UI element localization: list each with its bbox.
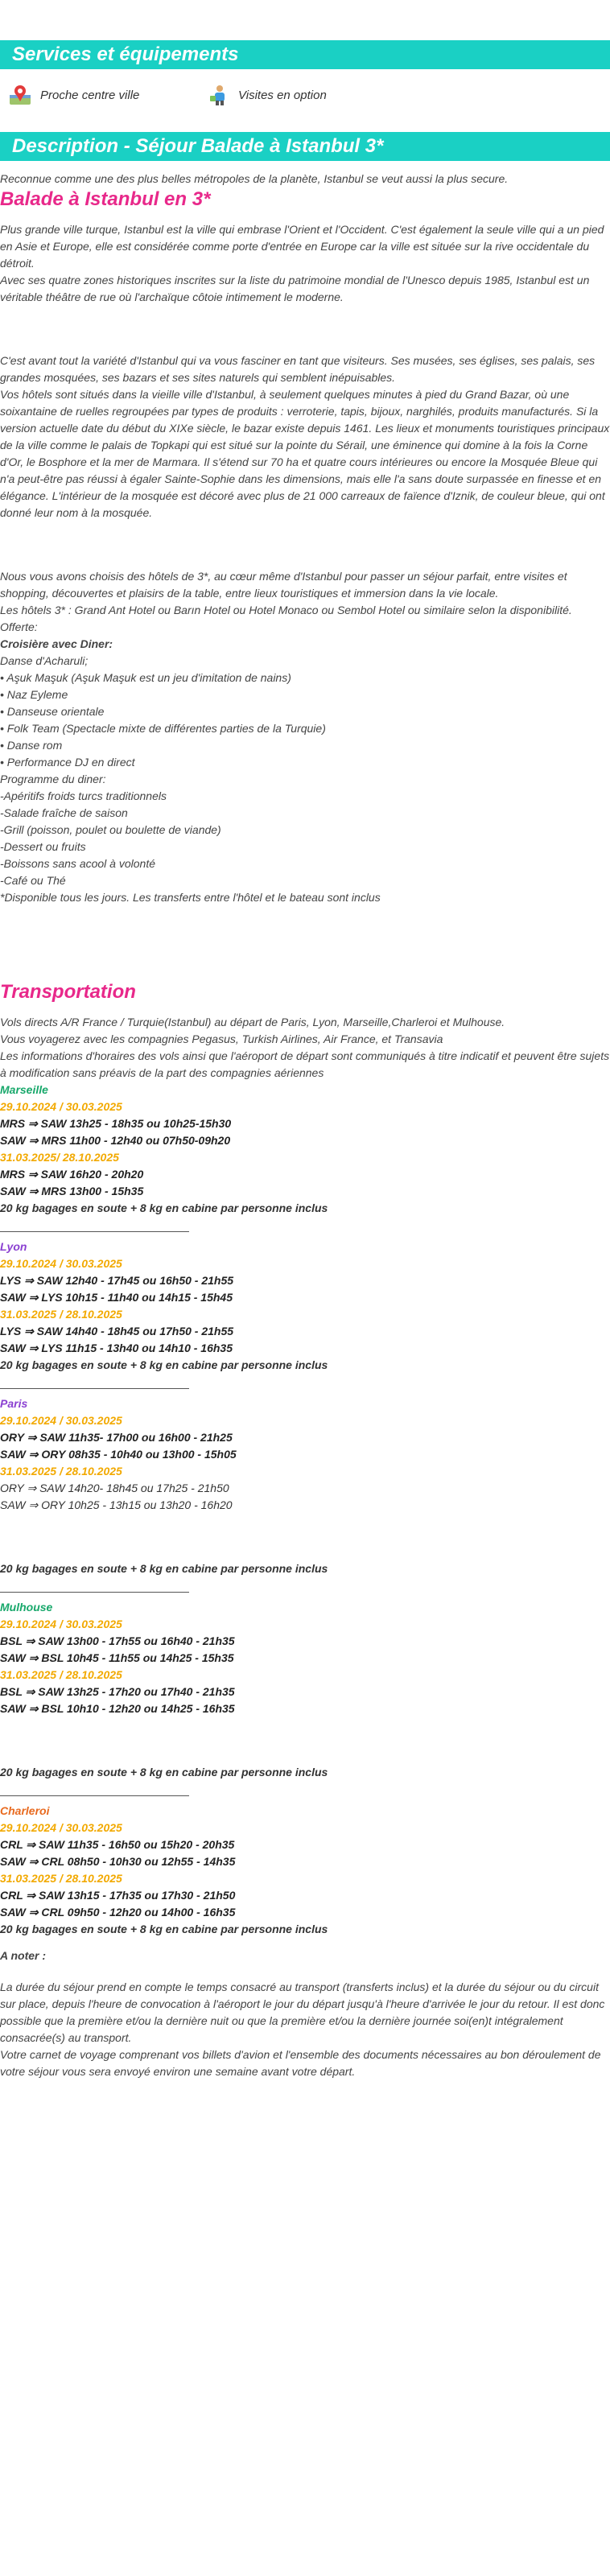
- city-lyon: Lyon: [0, 1240, 27, 1253]
- paragraph: Plus grande ville turque, Istanbul est la ville qui embrase l'Orient et l'Occident. C'est également la seule ville qui a un pied en Asie et Europe, elle est considérée comme porte d'entrée en Europe car la ville est située sur la rive occidentale du détroit.: [0, 223, 604, 270]
- baggage-note: 20 kg bagages en soute + 8 kg en cabine par personne inclus: [0, 1358, 328, 1371]
- flight-line: ORY ⇒ SAW 11h35- 17h00 ou 16h00 - 21h25: [0, 1431, 233, 1444]
- period: 31.03.2025 / 28.10.2025: [0, 1465, 122, 1478]
- service-label: Proche centre ville: [40, 88, 140, 102]
- cruise-label: Croisière avec Diner:: [0, 637, 113, 650]
- period: 29.10.2024 / 30.03.2025: [0, 1257, 122, 1270]
- list-item: • Naz Eyleme: [0, 688, 68, 701]
- flight-line: SAW ⇒ MRS 13h00 - 15h35: [0, 1185, 144, 1197]
- page: [0, 40, 610, 2080]
- city-mulhouse: Mulhouse: [0, 1601, 53, 1614]
- period: 29.10.2024 / 30.03.2025: [0, 1821, 122, 1834]
- map-pin-icon: [8, 84, 32, 106]
- menu-item: -Apéritifs froids turcs traditionnels: [0, 789, 167, 802]
- description-content: [0, 161, 610, 906]
- service-label: Visites en option: [238, 88, 327, 102]
- description-title: Description - Séjour Balade à Istanbul 3*: [0, 132, 610, 161]
- divider: [0, 1388, 189, 1389]
- transport-heading: Transportation: [0, 981, 136, 1003]
- baggage-note: 20 kg bagages en soute + 8 kg en cabine par personne inclus: [0, 1923, 328, 1935]
- flight-line: CRL ⇒ SAW 11h35 - 16h50 ou 15h20 - 20h35: [0, 1838, 235, 1851]
- flight-line: SAW ⇒ BSL 10h10 - 12h20 ou 14h25 - 16h35: [0, 1702, 235, 1715]
- programme-label: Programme du diner:: [0, 773, 106, 785]
- flight-line: SAW ⇒ CRL 08h50 - 10h30 ou 12h55 - 14h35: [0, 1855, 236, 1868]
- flight-line: SAW ⇒ ORY 08h35 - 10h40 ou 13h00 - 15h05: [0, 1448, 237, 1461]
- note-label: A noter :: [0, 1949, 47, 1962]
- tour-guide-icon: [209, 84, 230, 106]
- paragraph: Vos hôtels sont situés dans la vieille ville d'Istanbul, à seulement quelques minutes à pied du Grand Bazar, où une soixantaine de ruelles regroupées par types de produits : verroterie, tapis, bijoux, narghilés, produits manufacturés. Si la version actuelle date du début du XIXe siècle, le bazar existe depuis 1461. Les lieux et monuments touristiques principaux de la ville comme le palais de Topkapi qui est situé sur la pointe du Sérail, une éminence qui domine à la fois la Corne d'Or, le Bosphore et la mer de Marmara. Il s'étend sur 70 ha et quatre cours intérieures ou encore la Mosquée Bleue qui n'a peut-être pas réussi à égaler Sainte-Sophie dans les dimensions, mais elle l'a sans doute surpassée en finesse et en élégance. L'intérieur de la mosquée est décoré avec plus de 21 000 carreaux de faïence d'Iznik, de couleur bleue, qui ont donné leur nom à la mosquée.: [0, 388, 610, 519]
- description-intro: Reconnue comme une des plus belles métropoles de la planète, Istanbul se veut aussi la plus secure.: [0, 172, 509, 185]
- menu-item: -Salade fraîche de saison: [0, 806, 128, 819]
- list-item: • Aşuk Maşuk (Aşuk Maşuk est un jeu d'imitation de nains): [0, 671, 291, 684]
- services-title: Services et équipements: [0, 40, 610, 69]
- service-item-tours: [209, 84, 410, 106]
- transport-line: Les informations d'horaires des vols ainsi que l'aéroport de départ sont communiqués à titre indicatif et peuvent être sujets à modification sans préavis de la part des compagnies aériennes: [0, 1049, 610, 1079]
- flight-line: ORY ⇒ SAW 14h20- 18h45 ou 17h25 - 21h50: [0, 1482, 229, 1494]
- flight-line: BSL ⇒ SAW 13h00 - 17h55 ou 16h40 - 21h35: [0, 1634, 235, 1647]
- divider: [0, 1592, 189, 1593]
- list-item: • Folk Team (Spectacle mixte de différentes parties de la Turquie): [0, 722, 326, 735]
- baggage-note: 20 kg bagages en soute + 8 kg en cabine par personne inclus: [0, 1766, 328, 1778]
- transport-line: Vols directs A/R France / Turquie(Istanbul) au départ de Paris, Lyon, Marseille,Charleroi et Mulhouse.: [0, 1016, 505, 1028]
- transport-section: [0, 971, 610, 2080]
- paragraph: Nous vous avons choisis des hôtels de 3*, au cœur même d'Istanbul pour passer un séjour parfait, entre visites et shopping, découvertes et plaisirs de la table, entre lieux touristiques et immersion dans la vie locale.: [0, 570, 567, 600]
- period: 31.03.2025 / 28.10.2025: [0, 1668, 122, 1681]
- menu-item: -Boissons sans acool à volonté: [0, 857, 155, 870]
- flight-line: SAW ⇒ ORY 10h25 - 13h15 ou 13h20 - 16h20: [0, 1498, 233, 1511]
- list-item: • Danseuse orientale: [0, 705, 105, 718]
- hotels-paragraph: Les hôtels 3* : Grand Ant Hotel ou Barın Hotel ou Hotel Monaco ou Sembol Hotel ou similaire selon la disponibilité.: [0, 604, 572, 616]
- flight-line: SAW ⇒ MRS 11h00 - 12h40 ou 07h50-09h20: [0, 1134, 231, 1147]
- period: 31.03.2025 / 28.10.2025: [0, 1872, 122, 1885]
- flight-line: MRS ⇒ SAW 16h20 - 20h20: [0, 1168, 144, 1181]
- flight-line: SAW ⇒ LYS 11h15 - 13h40 ou 14h10 - 16h35: [0, 1342, 233, 1354]
- flight-line: MRS ⇒ SAW 13h25 - 18h35 ou 10h25-15h30: [0, 1117, 232, 1130]
- list-item: • Performance DJ en direct: [0, 756, 135, 769]
- service-item-city-center: [8, 84, 209, 106]
- city-charleroi: Charleroi: [0, 1804, 50, 1817]
- paragraph: C'est avant tout la variété d'Istanbul qui va vous fasciner en tant que visiteurs. Ses musées, ses églises, ses palais, ses grandes mosquées, ses bazars et ses sites naturels qui semblent inépuisables.: [0, 354, 596, 384]
- flight-line: LYS ⇒ SAW 12h40 - 17h45 ou 16h50 - 21h55: [0, 1274, 234, 1287]
- divider: [0, 1795, 189, 1796]
- period: 29.10.2024 / 30.03.2025: [0, 1618, 122, 1630]
- divider: [0, 1231, 189, 1232]
- city-paris: Paris: [0, 1397, 28, 1410]
- baggage-note: 20 kg bagages en soute + 8 kg en cabine par personne inclus: [0, 1201, 328, 1214]
- paragraph: Avec ses quatre zones historiques inscrites sur la liste du patrimoine mondial de l'Unesco depuis 1985, Istanbul est un véritable théâtre de rue où l'archaïque côtoie intimement le moderne.: [0, 274, 590, 303]
- availability-note: *Disponible tous les jours. Les transferts entre l'hôtel et le bateau sont inclus: [0, 891, 381, 904]
- services-list: [0, 69, 610, 124]
- note-paragraph: Votre carnet de voyage comprenant vos billets d'avion et l'ensemble des documents nécessaires au bon déroulement de votre séjour vous sera envoyé environ une semaine avant votre départ.: [0, 2048, 601, 2078]
- flight-line: SAW ⇒ LYS 10h15 - 11h40 ou 14h15 - 15h45: [0, 1291, 233, 1304]
- flight-line: SAW ⇒ CRL 09h50 - 12h20 ou 14h00 - 16h35: [0, 1906, 236, 1919]
- flight-line: BSL ⇒ SAW 13h25 - 17h20 ou 17h40 - 21h35: [0, 1685, 235, 1698]
- description-heading: Balade à Istanbul en 3*: [0, 188, 211, 210]
- list-item: • Danse rom: [0, 739, 63, 752]
- dance-label: Danse d'Acharuli;: [0, 654, 89, 667]
- note-paragraph: La durée du séjour prend en compte le temps consacré au transport (transferts inclus) et la durée du séjour ou du circuit sur place, depuis l'heure de convocation à l'aéroport le jour du départ jusqu'à l'heure d'arrivée le jour du retour. Il est donc possible que la première et/ou la dernière nuit ou que la première et/ou la dernière journée soi(en)t intégralement consacrée(s) au transport.: [0, 1980, 605, 2044]
- period: 31.03.2025 / 28.10.2025: [0, 1308, 122, 1321]
- menu-item: -Café ou Thé: [0, 874, 66, 887]
- baggage-note: 20 kg bagages en soute + 8 kg en cabine par personne inclus: [0, 1562, 328, 1575]
- period: 31.03.2025/ 28.10.2025: [0, 1151, 119, 1164]
- flight-line: SAW ⇒ BSL 10h45 - 11h55 ou 14h25 - 15h35: [0, 1651, 234, 1664]
- menu-item: -Dessert ou fruits: [0, 840, 86, 853]
- period: 29.10.2024 / 30.03.2025: [0, 1100, 122, 1113]
- menu-item: -Grill (poisson, poulet ou boulette de viande): [0, 823, 221, 836]
- city-marseille: Marseille: [0, 1083, 48, 1096]
- flight-line: LYS ⇒ SAW 14h40 - 18h45 ou 17h50 - 21h55: [0, 1325, 234, 1337]
- transport-line: Vous voyagerez avec les compagnies Pegasus, Turkish Airlines, Air France, et Transavia: [0, 1032, 443, 1045]
- flight-line: CRL ⇒ SAW 13h15 - 17h35 ou 17h30 - 21h50: [0, 1889, 236, 1902]
- period: 29.10.2024 / 30.03.2025: [0, 1414, 122, 1427]
- offer-label: Offerte:: [0, 620, 38, 633]
